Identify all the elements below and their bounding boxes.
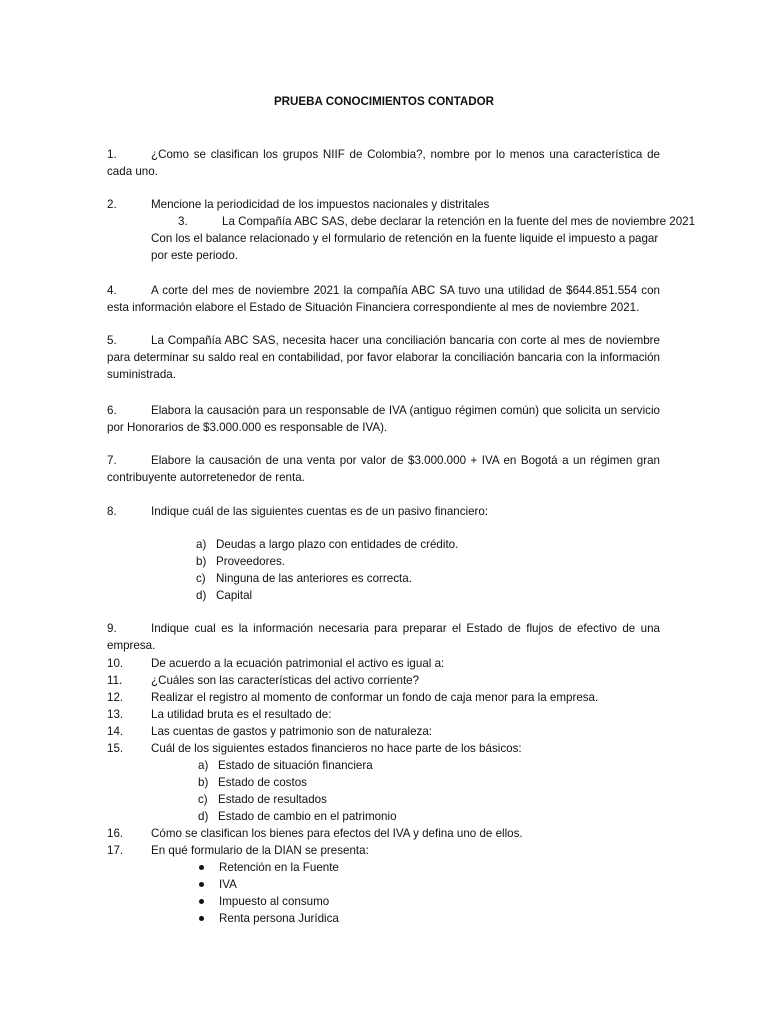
question-number: 10.: [107, 657, 124, 670]
bullet-dot-icon: [199, 882, 204, 887]
option-marker: a): [196, 538, 207, 551]
bullet-text: Retención en la Fuente: [219, 861, 339, 874]
option-text: Proveedores.: [216, 555, 285, 568]
bullet-text: Renta persona Jurídica: [219, 912, 339, 925]
question-number: 5.: [107, 334, 117, 347]
question-text: Realizar el registro al momento de conformar un fondo de caja menor para la empresa.: [151, 691, 599, 704]
question-number: 9.: [107, 622, 117, 635]
question-number: 1.: [107, 148, 117, 161]
question-7: [107, 452, 660, 486]
question-text: La Compañía ABC SAS, necesita hacer una conciliación bancaria con corte al mes de noviembre para determinar su saldo real en contabilidad, por favor elaborar la conciliación bancaria con la información suministrada.: [107, 334, 660, 381]
option-marker: d): [196, 589, 207, 602]
option-marker: b): [198, 776, 209, 789]
question-text: ¿Cuáles son las características del activo corriente?: [151, 674, 420, 687]
question-number: 11.: [107, 674, 123, 687]
question-number: 7.: [107, 454, 117, 467]
option-text: Estado de situación financiera: [218, 759, 373, 772]
option-text: Estado de resultados: [218, 793, 327, 806]
option-text: Estado de costos: [218, 776, 307, 789]
question-text: Las cuentas de gastos y patrimonio son de naturaleza:: [151, 725, 433, 738]
question-text: Indique cuál de las siguientes cuentas es de un pasivo financiero:: [151, 505, 489, 518]
bullet-dot-icon: [199, 899, 204, 904]
question-number: 8.: [107, 505, 117, 518]
question-1: [107, 146, 660, 180]
question-4: [107, 282, 660, 316]
question-number: 3.: [178, 215, 188, 228]
question-text: Indique cual es la información necesaria para preparar el Estado de flujos de efectivo de una empresa.: [107, 622, 660, 652]
question-number: 12.: [107, 691, 124, 704]
bullet-dot-icon: [199, 865, 204, 870]
option-text: Capital: [216, 589, 253, 602]
question-number: 17.: [107, 844, 124, 857]
question-6: [107, 402, 660, 436]
question-9: [107, 620, 660, 654]
question-5: [107, 332, 660, 383]
question-text: Cuál de los siguientes estados financieros no hace parte de los básicos:: [151, 742, 522, 755]
option-text: Estado de cambio en el patrimonio: [218, 810, 397, 823]
question-text: La utilidad bruta es el resultado de:: [151, 708, 332, 721]
option-text: Ninguna de las anteriores es correcta.: [216, 572, 412, 585]
option-marker: b): [196, 555, 207, 568]
option-marker: c): [196, 572, 206, 585]
question-text-line-2: Con los el balance relacionado y el formulario de retención en la fuente liquide el impuesto a pagar: [151, 232, 659, 245]
question-number: 15.: [107, 742, 124, 755]
question-text: Elabore la causación de una venta por valor de $3.000.000 + IVA en Bogotá a un régimen gran contribuyente autorretenedor de renta.: [107, 454, 660, 484]
question-number: 16.: [107, 827, 124, 840]
question-number: 14.: [107, 725, 124, 738]
question-text: En qué formulario de la DIAN se presenta:: [151, 844, 369, 857]
question-text: ¿Como se clasifican los grupos NIIF de Colombia?, nombre por lo menos una característica de cada uno.: [107, 148, 660, 178]
question-text: De acuerdo a la ecuación patrimonial el activo es igual a:: [151, 657, 445, 670]
bullet-dot-icon: [199, 916, 204, 921]
bullet-text: Impuesto al consumo: [219, 895, 330, 908]
document-title: PRUEBA CONOCIMIENTOS CONTADOR: [273, 95, 495, 108]
option-marker: d): [198, 810, 209, 823]
question-number: 13.: [107, 708, 124, 721]
bullet-text: IVA: [219, 878, 237, 891]
question-text-line-1: La Compañía ABC SAS, debe declarar la retención en la fuente del mes de noviembre 2021: [222, 215, 696, 228]
option-marker: a): [198, 759, 209, 772]
question-text-line-3: por este periodo.: [151, 249, 239, 262]
question-number: 2.: [107, 198, 117, 211]
question-text: Elabora la causación para un responsable de IVA (antiguo régimen común) que solicita un servicio por Honorarios de $3.000.000 es responsable de IVA).: [107, 404, 660, 434]
question-text: A corte del mes de noviembre 2021 la compañía ABC SA tuvo una utilidad de $644.851.554 con esta información elabore el Estado de Situación Financiera correspondiente al mes de noviembre 2021.: [107, 284, 660, 314]
question-text: Mencione la periodicidad de los impuestos nacionales y distritales: [151, 198, 490, 211]
option-marker: c): [198, 793, 208, 806]
question-text: Cómo se clasifican los bienes para efectos del IVA y defina uno de ellos.: [151, 827, 523, 840]
question-number: 6.: [107, 404, 117, 417]
question-3: [151, 213, 696, 264]
option-text: Deudas a largo plazo con entidades de crédito.: [216, 538, 459, 551]
question-number: 4.: [107, 284, 117, 297]
